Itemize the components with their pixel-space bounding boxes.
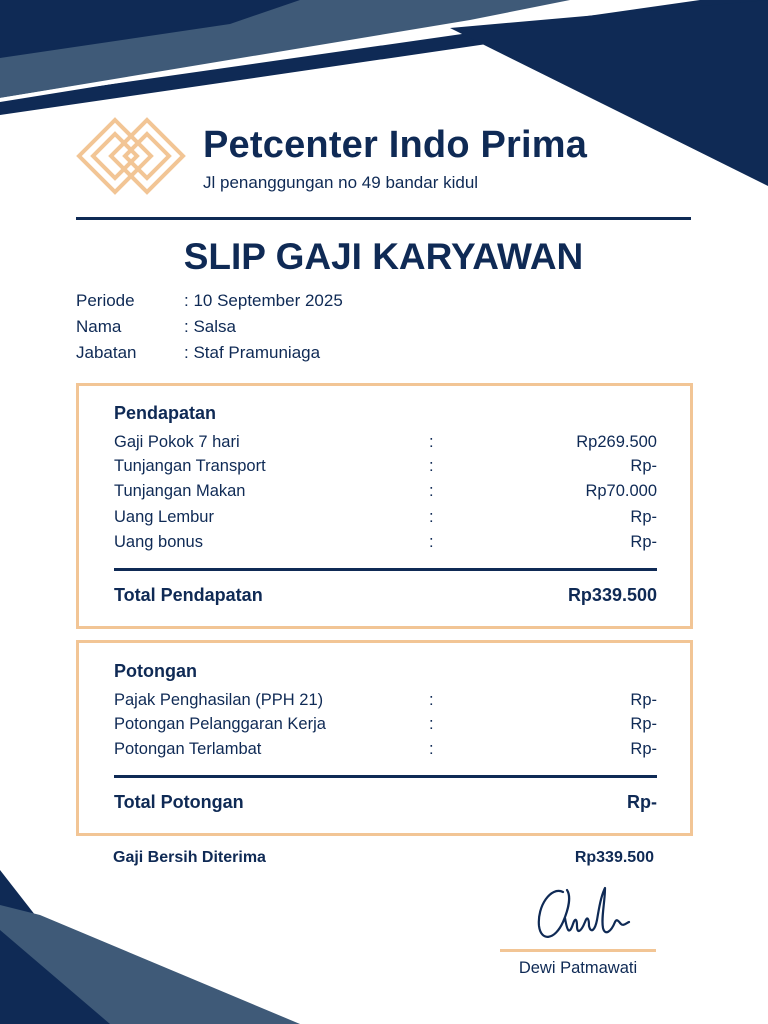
- net-pay-value: Rp339.500: [574, 849, 654, 866]
- total-label: Total Potongan: [114, 792, 244, 812]
- item-colon: :: [429, 482, 434, 500]
- info-value: : Staf Pramuniaga: [184, 343, 321, 362]
- item-colon: :: [429, 715, 434, 733]
- item-colon: :: [429, 740, 434, 758]
- item-label: Potongan Terlambat: [114, 740, 262, 758]
- deductions-box: [76, 640, 693, 836]
- total-value: Rp339.500: [567, 585, 657, 605]
- item-label: Pajak Penghasilan (PPH 21): [114, 691, 324, 709]
- item-value: Rp-: [630, 691, 657, 709]
- company-address: Jl penanggungan no 49 bandar kidul: [203, 173, 479, 192]
- deduction-line-item: [114, 715, 657, 737]
- item-colon: :: [429, 533, 434, 551]
- handwritten-signature-icon: [525, 878, 635, 950]
- item-colon: :: [429, 433, 434, 451]
- company-name: Petcenter Indo Prima: [203, 124, 588, 166]
- info-label: Jabatan: [76, 343, 137, 362]
- signer-name: Dewi Patmawati: [518, 959, 638, 977]
- income-line-item: [114, 433, 657, 455]
- item-label: Uang Lembur: [114, 508, 214, 526]
- income-line-item: [114, 482, 657, 504]
- net-pay-row: [113, 849, 654, 871]
- item-value: Rp70.000: [585, 482, 657, 500]
- info-value: : 10 September 2025: [184, 291, 343, 310]
- item-label: Potongan Pelanggaran Kerja: [114, 715, 326, 733]
- item-label: Gaji Pokok 7 hari: [114, 433, 240, 451]
- income-total-row: [114, 585, 657, 609]
- deduction-line-item: [114, 740, 657, 762]
- item-value: Rp-: [630, 715, 657, 733]
- item-value: Rp269.500: [576, 433, 657, 451]
- deductions-heading: Potongan: [114, 661, 197, 681]
- item-label: Tunjangan Transport: [114, 457, 266, 475]
- header-divider: [76, 217, 691, 220]
- deduction-line-item: [114, 691, 657, 713]
- document-title: SLIP GAJI KARYAWAN: [183, 236, 584, 277]
- total-label: Total Pendapatan: [114, 585, 263, 605]
- income-heading: Pendapatan: [114, 403, 217, 423]
- info-value: : Salsa: [184, 317, 236, 336]
- item-value: Rp-: [630, 740, 657, 758]
- item-colon: :: [429, 457, 434, 475]
- item-colon: :: [429, 691, 434, 709]
- signature-line: [500, 949, 656, 952]
- income-line-item: [114, 457, 657, 479]
- info-label: Nama: [76, 317, 122, 336]
- item-value: Rp-: [630, 508, 657, 526]
- income-divider: [114, 568, 657, 571]
- item-label: Tunjangan Makan: [114, 482, 246, 500]
- net-pay-label: Gaji Bersih Diterima: [113, 849, 266, 866]
- deductions-total-row: [114, 792, 657, 816]
- deductions-divider: [114, 775, 657, 778]
- income-line-item: [114, 533, 657, 555]
- item-value: Rp-: [630, 457, 657, 475]
- item-label: Uang bonus: [114, 533, 203, 551]
- info-label: Periode: [76, 291, 135, 310]
- item-value: Rp-: [630, 533, 657, 551]
- income-box: [76, 383, 693, 629]
- item-colon: :: [429, 508, 434, 526]
- interlocked-diamond-logo-icon: [76, 117, 186, 195]
- total-value: Rp-: [627, 792, 657, 812]
- income-line-item: [114, 508, 657, 530]
